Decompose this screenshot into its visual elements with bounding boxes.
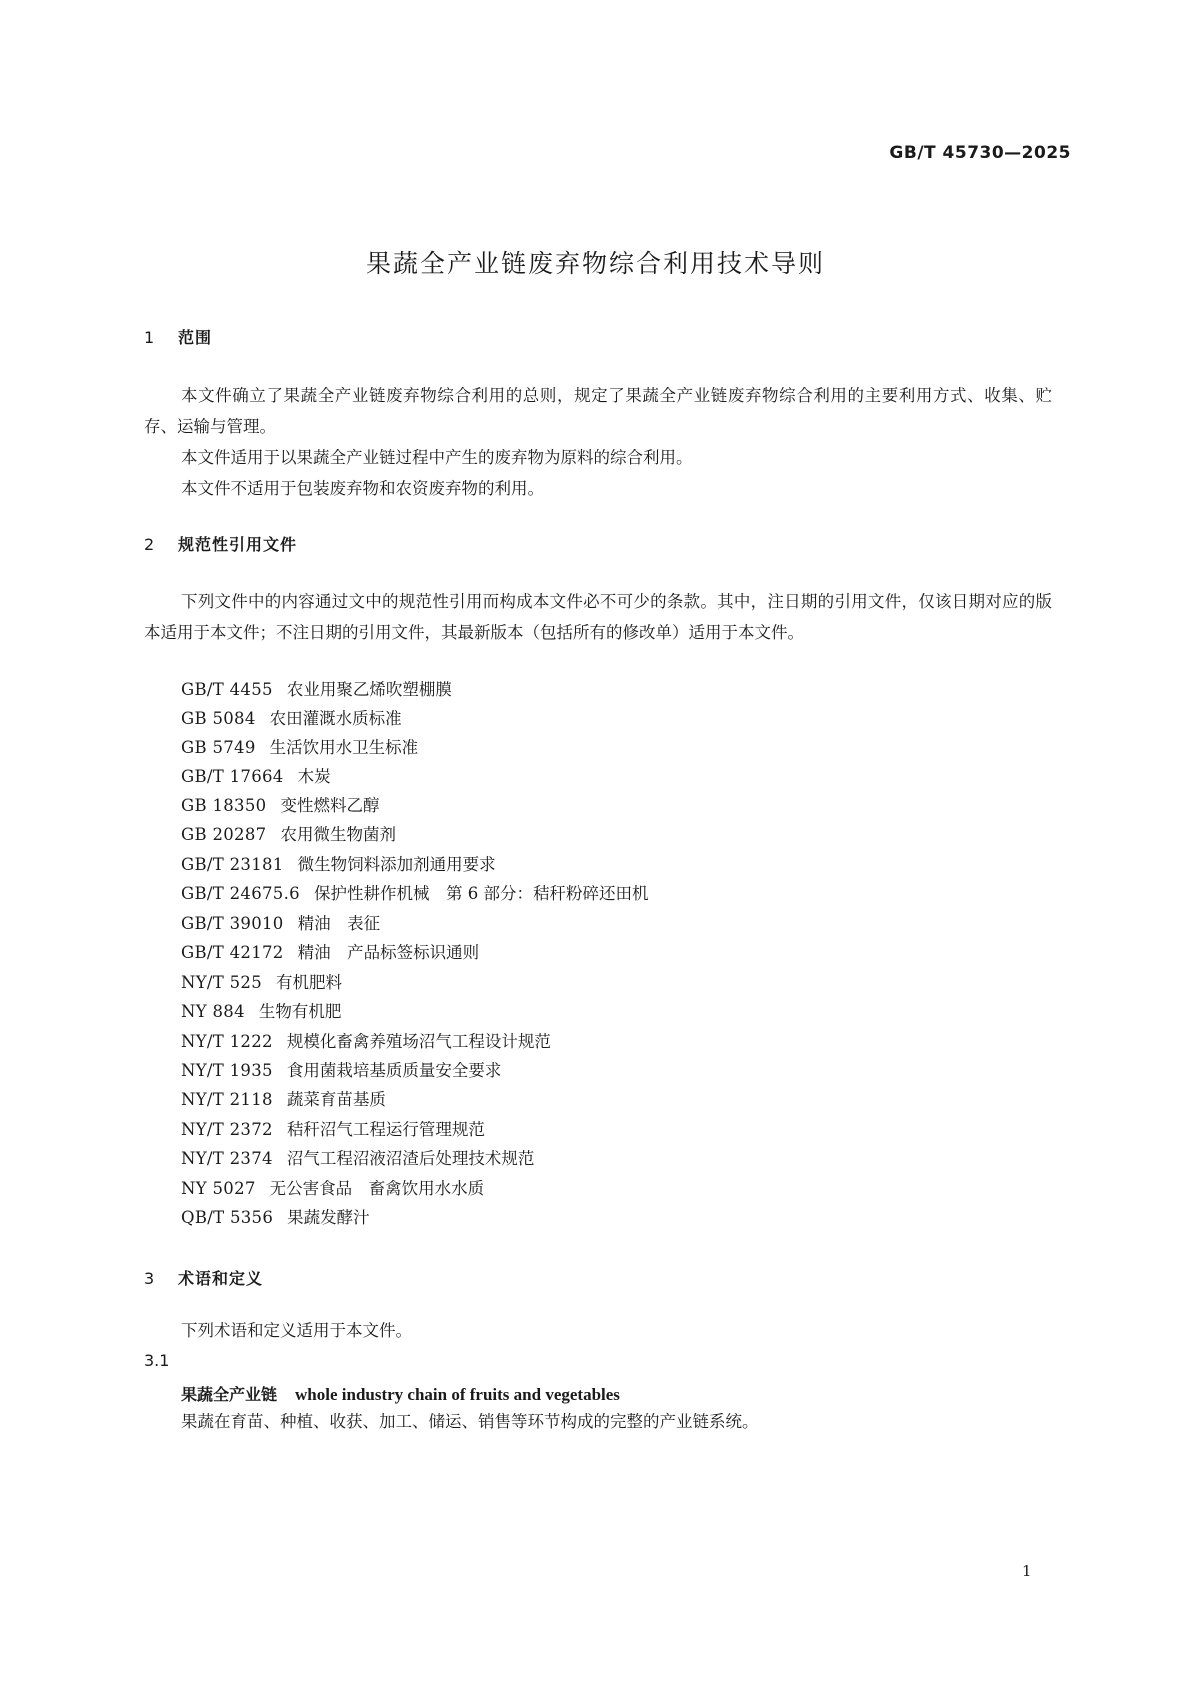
reference-title: 蔬菜育苗基质 bbox=[286, 1090, 386, 1109]
reference-item bbox=[181, 1148, 534, 1170]
reference-code: NY/T 2372 bbox=[181, 1120, 273, 1139]
reference-code: GB/T 23181 bbox=[181, 855, 284, 874]
references-intro: 下列文件中的内容通过文中的规范性引用而构成本文件必不可少的条款。其中，注日期的引用文件，仅该日期对应的版本适用于本文件；不注日期的引用文件，其最新版本（包括所有的修改单）适用于本文件。 bbox=[144, 592, 1052, 642]
reference-code: GB/T 42172 bbox=[181, 943, 284, 962]
reference-title: 规模化畜禽养殖场沼气工程设计规范 bbox=[286, 1032, 551, 1051]
reference-code: QB/T 5356 bbox=[181, 1208, 274, 1227]
reference-title: 变性燃料乙醇 bbox=[280, 796, 380, 815]
reference-item bbox=[181, 1060, 501, 1082]
section-number: 1 bbox=[144, 328, 156, 347]
reference-item bbox=[181, 1207, 370, 1229]
reference-code: GB 20287 bbox=[181, 825, 267, 844]
reference-title: 精油 产品标签标识通则 bbox=[297, 943, 480, 962]
terms-intro: 下列术语和定义适用于本文件。 bbox=[181, 1321, 412, 1340]
reference-item bbox=[181, 972, 342, 994]
reference-title: 果蔬发酵汁 bbox=[287, 1208, 370, 1227]
section-1-heading bbox=[144, 325, 212, 348]
section-number: 3 bbox=[144, 1269, 156, 1288]
reference-title: 保护性耕作机械 第 6 部分：秸秆粉碎还田机 bbox=[313, 884, 649, 903]
reference-title: 精油 表征 bbox=[297, 914, 381, 933]
term-number: 3.1 bbox=[144, 1351, 170, 1370]
section-title: 术语和定义 bbox=[178, 1269, 264, 1288]
reference-item bbox=[181, 1089, 386, 1111]
reference-code: GB 5749 bbox=[181, 738, 256, 757]
reference-title: 沼气工程沼液沼渣后处理技术规范 bbox=[286, 1149, 535, 1168]
reference-title: 农用微生物菌剂 bbox=[280, 825, 396, 844]
reference-title: 微生物饲料添加剂通用要求 bbox=[297, 855, 496, 874]
reference-item bbox=[181, 679, 452, 701]
reference-item bbox=[181, 1178, 484, 1200]
reference-item bbox=[181, 1031, 551, 1053]
reference-item bbox=[181, 913, 380, 935]
section-2-heading bbox=[144, 532, 297, 555]
reference-code: GB/T 39010 bbox=[181, 914, 284, 933]
reference-code: GB/T 4455 bbox=[181, 680, 273, 699]
reference-title: 农田灌溉水质标准 bbox=[269, 709, 402, 728]
section-number: 2 bbox=[144, 535, 156, 554]
reference-title: 有机肥料 bbox=[276, 973, 343, 992]
reference-code: GB 18350 bbox=[181, 796, 267, 815]
term-english: whole industry chain of fruits and vegetables bbox=[295, 1385, 620, 1404]
reference-title: 无公害食品 畜禽饮用水水质 bbox=[269, 1179, 485, 1198]
section-title: 规范性引用文件 bbox=[178, 535, 298, 554]
reference-item bbox=[181, 766, 331, 788]
term-chinese: 果蔬全产业链 bbox=[181, 1385, 278, 1404]
reference-item bbox=[181, 942, 479, 964]
document-title: 果蔬全产业链废弃物综合利用技术导则 bbox=[365, 249, 825, 278]
reference-code: NY 5027 bbox=[181, 1179, 256, 1198]
reference-code: NY/T 1935 bbox=[181, 1061, 273, 1080]
reference-item bbox=[181, 708, 402, 730]
reference-code: NY 884 bbox=[181, 1002, 245, 1021]
reference-title: 食用菌栽培基质质量安全要求 bbox=[286, 1061, 502, 1080]
page-number: 1 bbox=[1022, 1562, 1032, 1580]
scope-paragraph: 本文件适用于以果蔬全产业链过程中产生的废弃物为原料的综合利用。 bbox=[181, 448, 693, 467]
reference-item bbox=[181, 737, 418, 759]
reference-title: 秸秆沼气工程运行管理规范 bbox=[286, 1120, 485, 1139]
reference-code: GB/T 17664 bbox=[181, 767, 284, 786]
reference-code: GB 5084 bbox=[181, 709, 256, 728]
reference-item bbox=[181, 854, 496, 876]
reference-title: 农业用聚乙烯吹塑棚膜 bbox=[286, 680, 452, 699]
reference-item bbox=[181, 795, 379, 817]
section-title: 范围 bbox=[178, 328, 213, 347]
term-entry bbox=[181, 1382, 620, 1405]
reference-item bbox=[181, 1001, 341, 1023]
reference-code: GB/T 24675.6 bbox=[181, 884, 300, 903]
standard-code: GB/T 45730—2025 bbox=[889, 143, 1071, 163]
reference-item bbox=[181, 883, 648, 905]
reference-code: NY/T 1222 bbox=[181, 1032, 273, 1051]
scope-paragraph: 本文件确立了果蔬全产业链废弃物综合利用的总则，规定了果蔬全产业链废弃物综合利用的主要利用方式、收集、贮存、运输与管理。 bbox=[144, 386, 1052, 436]
reference-title: 木炭 bbox=[297, 767, 331, 786]
reference-item bbox=[181, 824, 396, 846]
reference-code: NY/T 2374 bbox=[181, 1149, 273, 1168]
section-3-heading bbox=[144, 1266, 263, 1289]
reference-code: NY/T 525 bbox=[181, 973, 263, 992]
reference-title: 生物有机肥 bbox=[258, 1002, 342, 1021]
term-definition: 果蔬在育苗、种植、收获、加工、储运、销售等环节构成的完整的产业链系统。 bbox=[181, 1412, 759, 1431]
reference-code: NY/T 2118 bbox=[181, 1090, 273, 1109]
reference-title: 生活饮用水卫生标准 bbox=[269, 738, 419, 757]
reference-item bbox=[181, 1119, 485, 1141]
scope-paragraph: 本文件不适用于包装废弃物和农资废弃物的利用。 bbox=[181, 479, 544, 498]
